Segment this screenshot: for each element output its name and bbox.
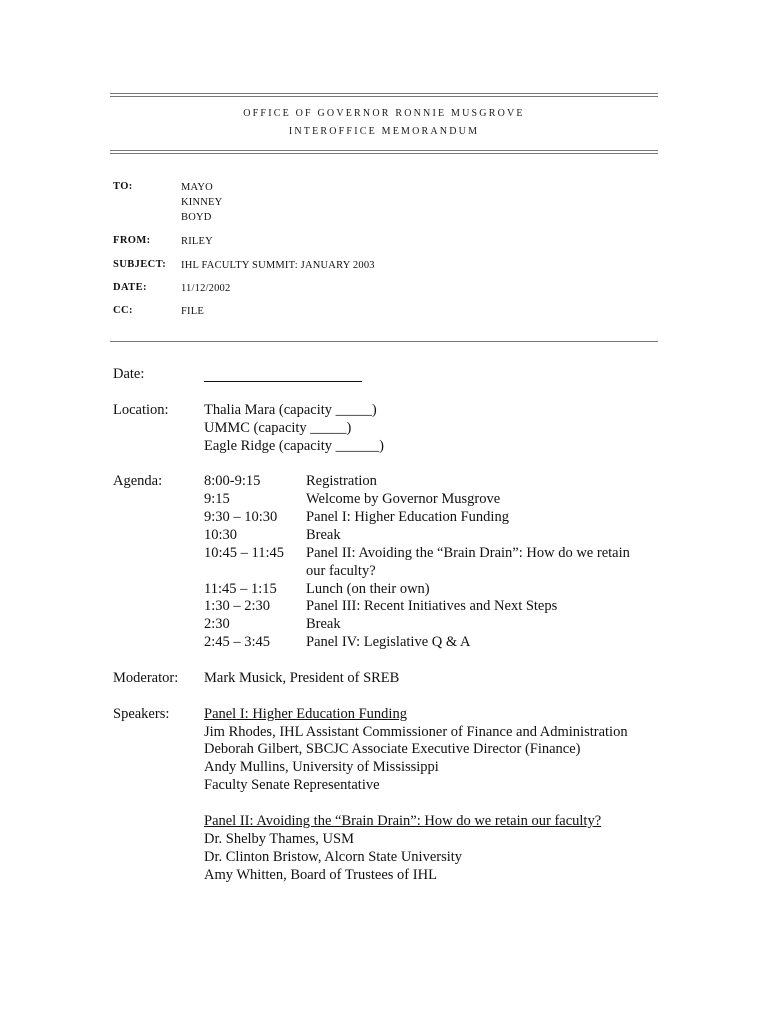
header-top-rule <box>110 93 658 94</box>
location-item: Thalia Mara (capacity _____) <box>204 402 377 418</box>
panel1-speaker: Andy Mullins, University of Mississippi <box>204 759 439 775</box>
moderator-label: Moderator: <box>113 670 179 686</box>
to-recipient: KINNEY <box>181 197 223 208</box>
event-date-blank <box>204 381 362 382</box>
location-label: Location: <box>113 402 169 418</box>
panel1-speaker: Jim Rhodes, IHL Assistant Commissioner of Finance and Administration <box>204 724 628 740</box>
location-item: UMMC (capacity _____) <box>204 420 352 436</box>
moderator-value: Mark Musick, President of SREB <box>204 670 400 686</box>
subject-value: IHL FACULTY SUMMIT: JANUARY 2003 <box>181 260 375 271</box>
subject-label: SUBJECT: <box>113 259 167 270</box>
agenda-event: Panel II: Avoiding the “Brain Drain”: How do we retain <box>306 545 630 561</box>
agenda-time: 10:45 – 11:45 <box>204 545 285 561</box>
agenda-event: Registration <box>306 473 377 489</box>
header-bottom-rule-2 <box>110 153 658 154</box>
location-item: Eagle Ridge (capacity ______) <box>204 438 384 454</box>
header-top-rule-2 <box>110 96 658 97</box>
agenda-time: 2:45 – 3:45 <box>204 634 271 650</box>
event-date-label: Date: <box>113 366 145 382</box>
from-value: RILEY <box>181 236 213 247</box>
agenda-label: Agenda: <box>113 473 163 489</box>
agenda-event: Break <box>306 527 341 543</box>
speakers-label: Speakers: <box>113 706 170 722</box>
panel1-title: Panel I: Higher Education Funding <box>204 706 407 722</box>
cc-label: CC: <box>113 305 133 316</box>
agenda-event: Panel III: Recent Initiatives and Next Steps <box>306 598 558 614</box>
date-value: 11/12/2002 <box>181 283 231 294</box>
agenda-time: 9:30 – 10:30 <box>204 509 278 525</box>
agenda-event: our faculty? <box>306 563 376 579</box>
agenda-time: 9:15 <box>204 491 230 507</box>
agenda-event: Lunch (on their own) <box>306 581 430 597</box>
panel2-speaker: Amy Whitten, Board of Trustees of IHL <box>204 867 437 883</box>
agenda-time: 1:30 – 2:30 <box>204 598 271 614</box>
agenda-time: 2:30 <box>204 616 230 632</box>
header-bottom-rule <box>110 150 658 151</box>
to-recipient: BOYD <box>181 212 212 223</box>
memo-type: INTEROFFICE MEMORANDUM <box>288 126 480 137</box>
agenda-event: Welcome by Governor Musgrove <box>306 491 501 507</box>
panel1-speaker: Faculty Senate Representative <box>204 777 380 793</box>
panel2-speaker: Dr. Shelby Thames, USM <box>204 831 354 847</box>
agenda-time: 11:45 – 1:15 <box>204 581 277 597</box>
panel2-speaker: Dr. Clinton Bristow, Alcorn State University <box>204 849 463 865</box>
from-label: FROM: <box>113 235 151 246</box>
office-title: OFFICE OF GOVERNOR RONNIE MUSGROVE <box>243 108 525 119</box>
panel2-title: Panel II: Avoiding the “Brain Drain”: How do we retain our faculty? <box>204 813 602 829</box>
agenda-event: Break <box>306 616 341 632</box>
agenda-time: 10:30 <box>204 527 238 543</box>
date-label: DATE: <box>113 282 147 293</box>
agenda-event: Panel IV: Legislative Q & A <box>306 634 471 650</box>
to-recipient: MAYO <box>181 182 213 193</box>
agenda-time: 8:00-9:15 <box>204 473 261 489</box>
memo-divider <box>110 341 658 342</box>
cc-value: FILE <box>181 306 204 317</box>
to-label: TO: <box>113 181 133 192</box>
agenda-event: Panel I: Higher Education Funding <box>306 509 509 525</box>
panel1-speaker: Deborah Gilbert, SBCJC Associate Executive Director (Finance) <box>204 741 581 757</box>
